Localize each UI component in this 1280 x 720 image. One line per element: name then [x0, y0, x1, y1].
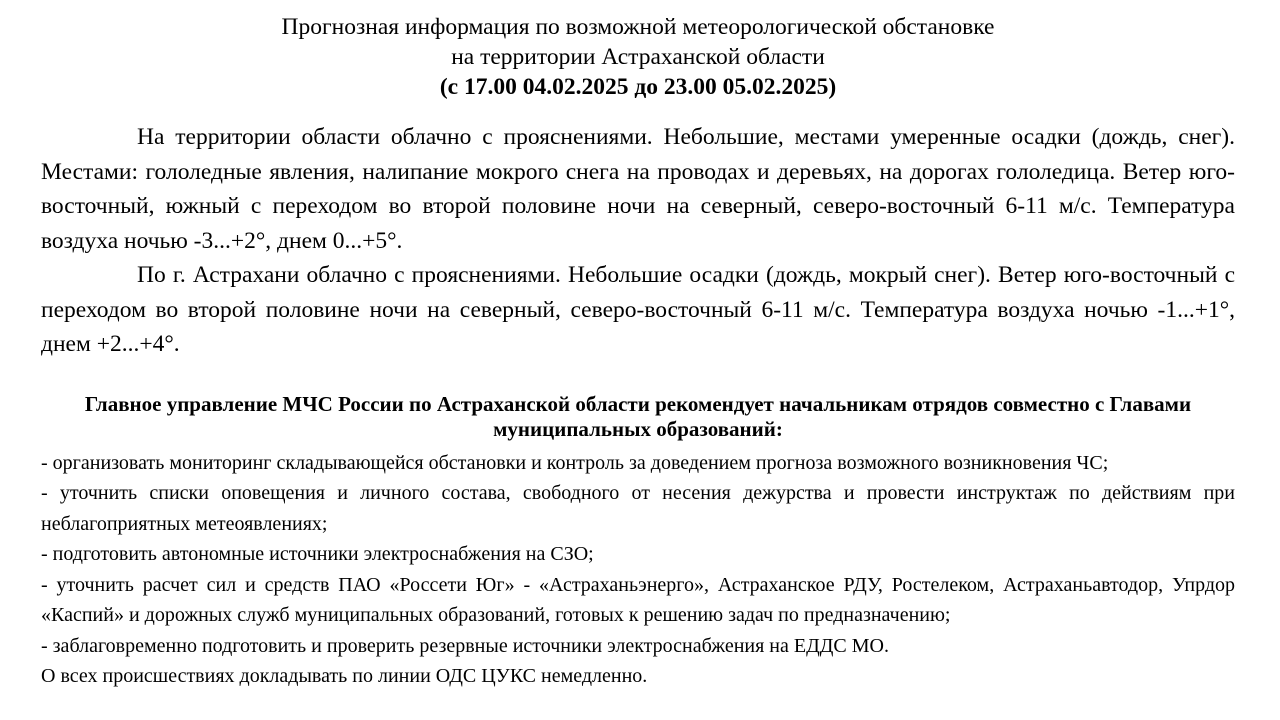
closing-instruction: О всех происшествиях докладывать по линии ОДС ЦУКС немедленно.: [41, 665, 648, 687]
city-forecast-paragraph: По г. Астрахани облачно с прояснениями. Небольшие осадки (дождь, мокрый снег). Ветер юго-восточный с переходом во второй половине ночи на северный, северо-восточный 6-11 м/с. Температура воздуха ночью -1...+1°, днем +2...+4°.: [41, 262, 1235, 357]
recommendation-item: - подготовить автономные источники электроснабжения на СЗО;: [41, 543, 594, 565]
recommendations-heading: Главное управление МЧС России по Астраханской области рекомендует начальникам отрядов совместно с Главами муниципальных образований:: [84, 391, 1192, 441]
document-page: [41, 12, 1235, 692]
recommendations-list: [41, 448, 1235, 692]
recommendation-item: - организовать мониторинг складывающейся обстановки и контроль за доведением прогноза возможного возникновения ЧС;: [41, 451, 1109, 474]
document-title: [41, 12, 1235, 102]
region-forecast-paragraph: На территории области облачно с прояснениями. Небольшие, местами умеренные осадки (дождь, снег). Местами: гололедные явления, налипание мокрого снега на проводах и деревьях, на дорогах гололедица. Ветер юго-восточный, южный с переходом во второй половине ночи на северный, северо-восточный 6-11 м/с. Температура воздуха ночью -3...+2°, днем 0...+5°.: [41, 124, 1235, 254]
forecast-period: (с 17.00 04.02.2025 до 23.00 05.02.2025): [439, 74, 837, 100]
recommendation-item: - уточнить расчет сил и средств ПАО «Россети Юг» - «Астраханьэнерго», Астраханское РДУ, Ростелеком, Астраханьавтодор, Упрдор «Каспий» и дорожных служб муниципальных образований, готовых к решению задач по предназначению;: [41, 573, 1235, 626]
title-line-1: Прогнозная информация по возможной метеорологической обстановке: [281, 14, 995, 40]
forecast-section: [41, 120, 1235, 362]
recommendation-item: - заблаговременно подготовить и проверить резервные источники электроснабжения на ЕДДС МО.: [41, 634, 889, 657]
recommendation-item: - уточнить списки оповещения и личного состава, свободного от несения дежурства и провести инструктаж по действиям при неблагоприятных метеоявлениях;: [41, 482, 1235, 535]
title-line-2: на территории Астраханской области: [451, 44, 825, 70]
